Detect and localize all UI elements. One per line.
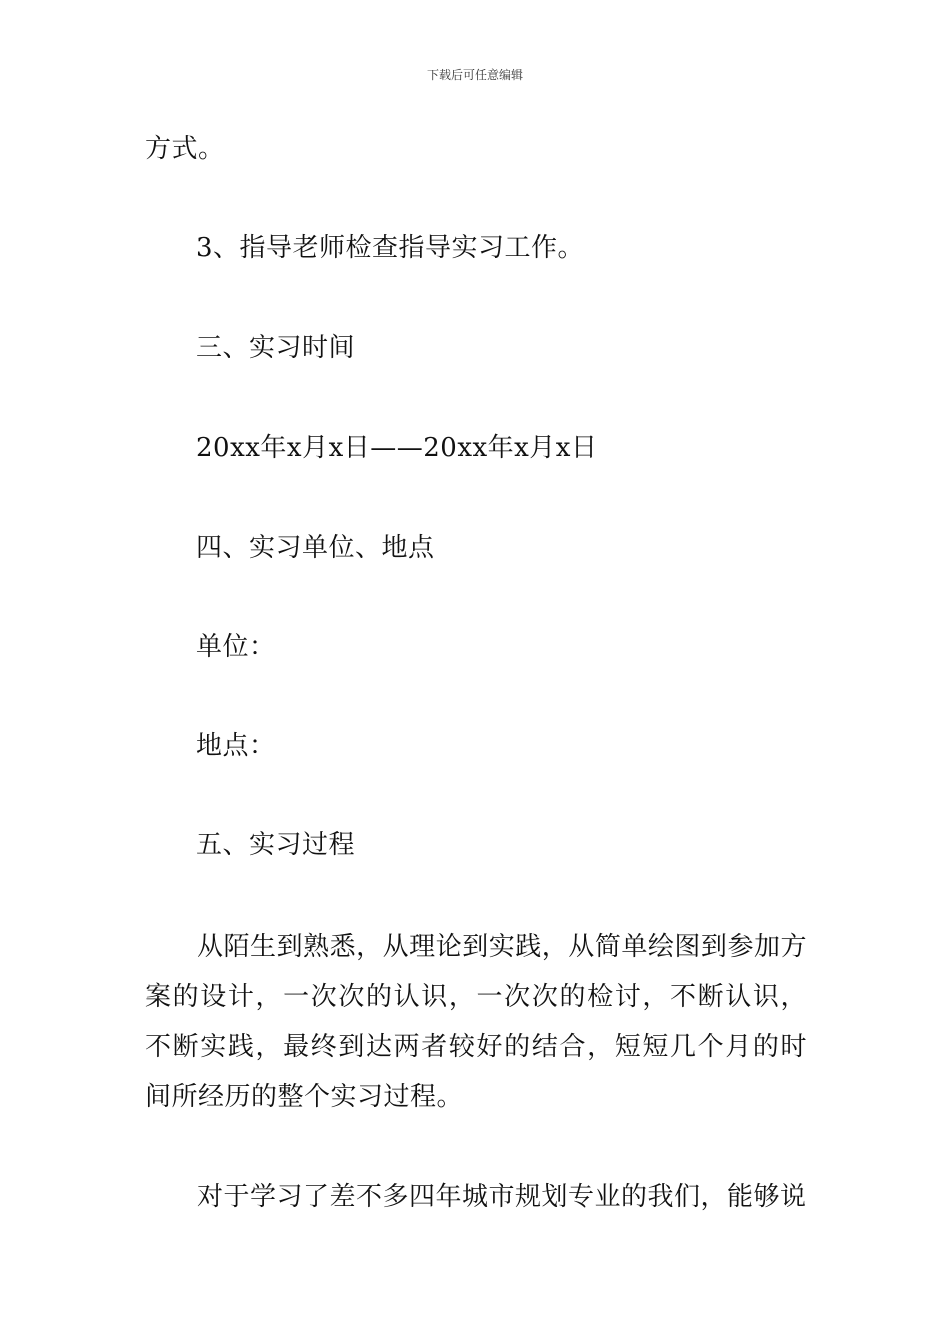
section-heading-internship-time: 三、实习时间: [196, 333, 356, 363]
page-header-note: 下载后可任意编辑: [426, 68, 523, 82]
text-line-item-3: 3、指导老师检查指导实习工作。: [196, 233, 585, 263]
section-heading-internship-process: 五、实习过程: [196, 830, 356, 860]
paragraph-urban-planning: 对于学习了差不多四年城市规划专业的我们，能够说: [197, 1182, 807, 1212]
paragraph-process-description: 从陌生到熟悉，从理论到实践，从简单绘图到参加方案的设计，一次次的认识，一次次的检讨，不断认识，不断实践，最终到达两者较好的结合，短短几个月的时间所经历的整个实习过程。: [145, 932, 807, 1112]
text-line-location: 地点：: [196, 731, 276, 761]
section-heading-internship-unit-location: 四、实习单位、地点: [196, 533, 435, 563]
text-line-unit: 单位：: [196, 632, 276, 662]
text-line-continuation: 方式。: [145, 134, 225, 164]
text-line-date-range: 20xx年x月x日——20xx年x月x日: [196, 433, 598, 463]
